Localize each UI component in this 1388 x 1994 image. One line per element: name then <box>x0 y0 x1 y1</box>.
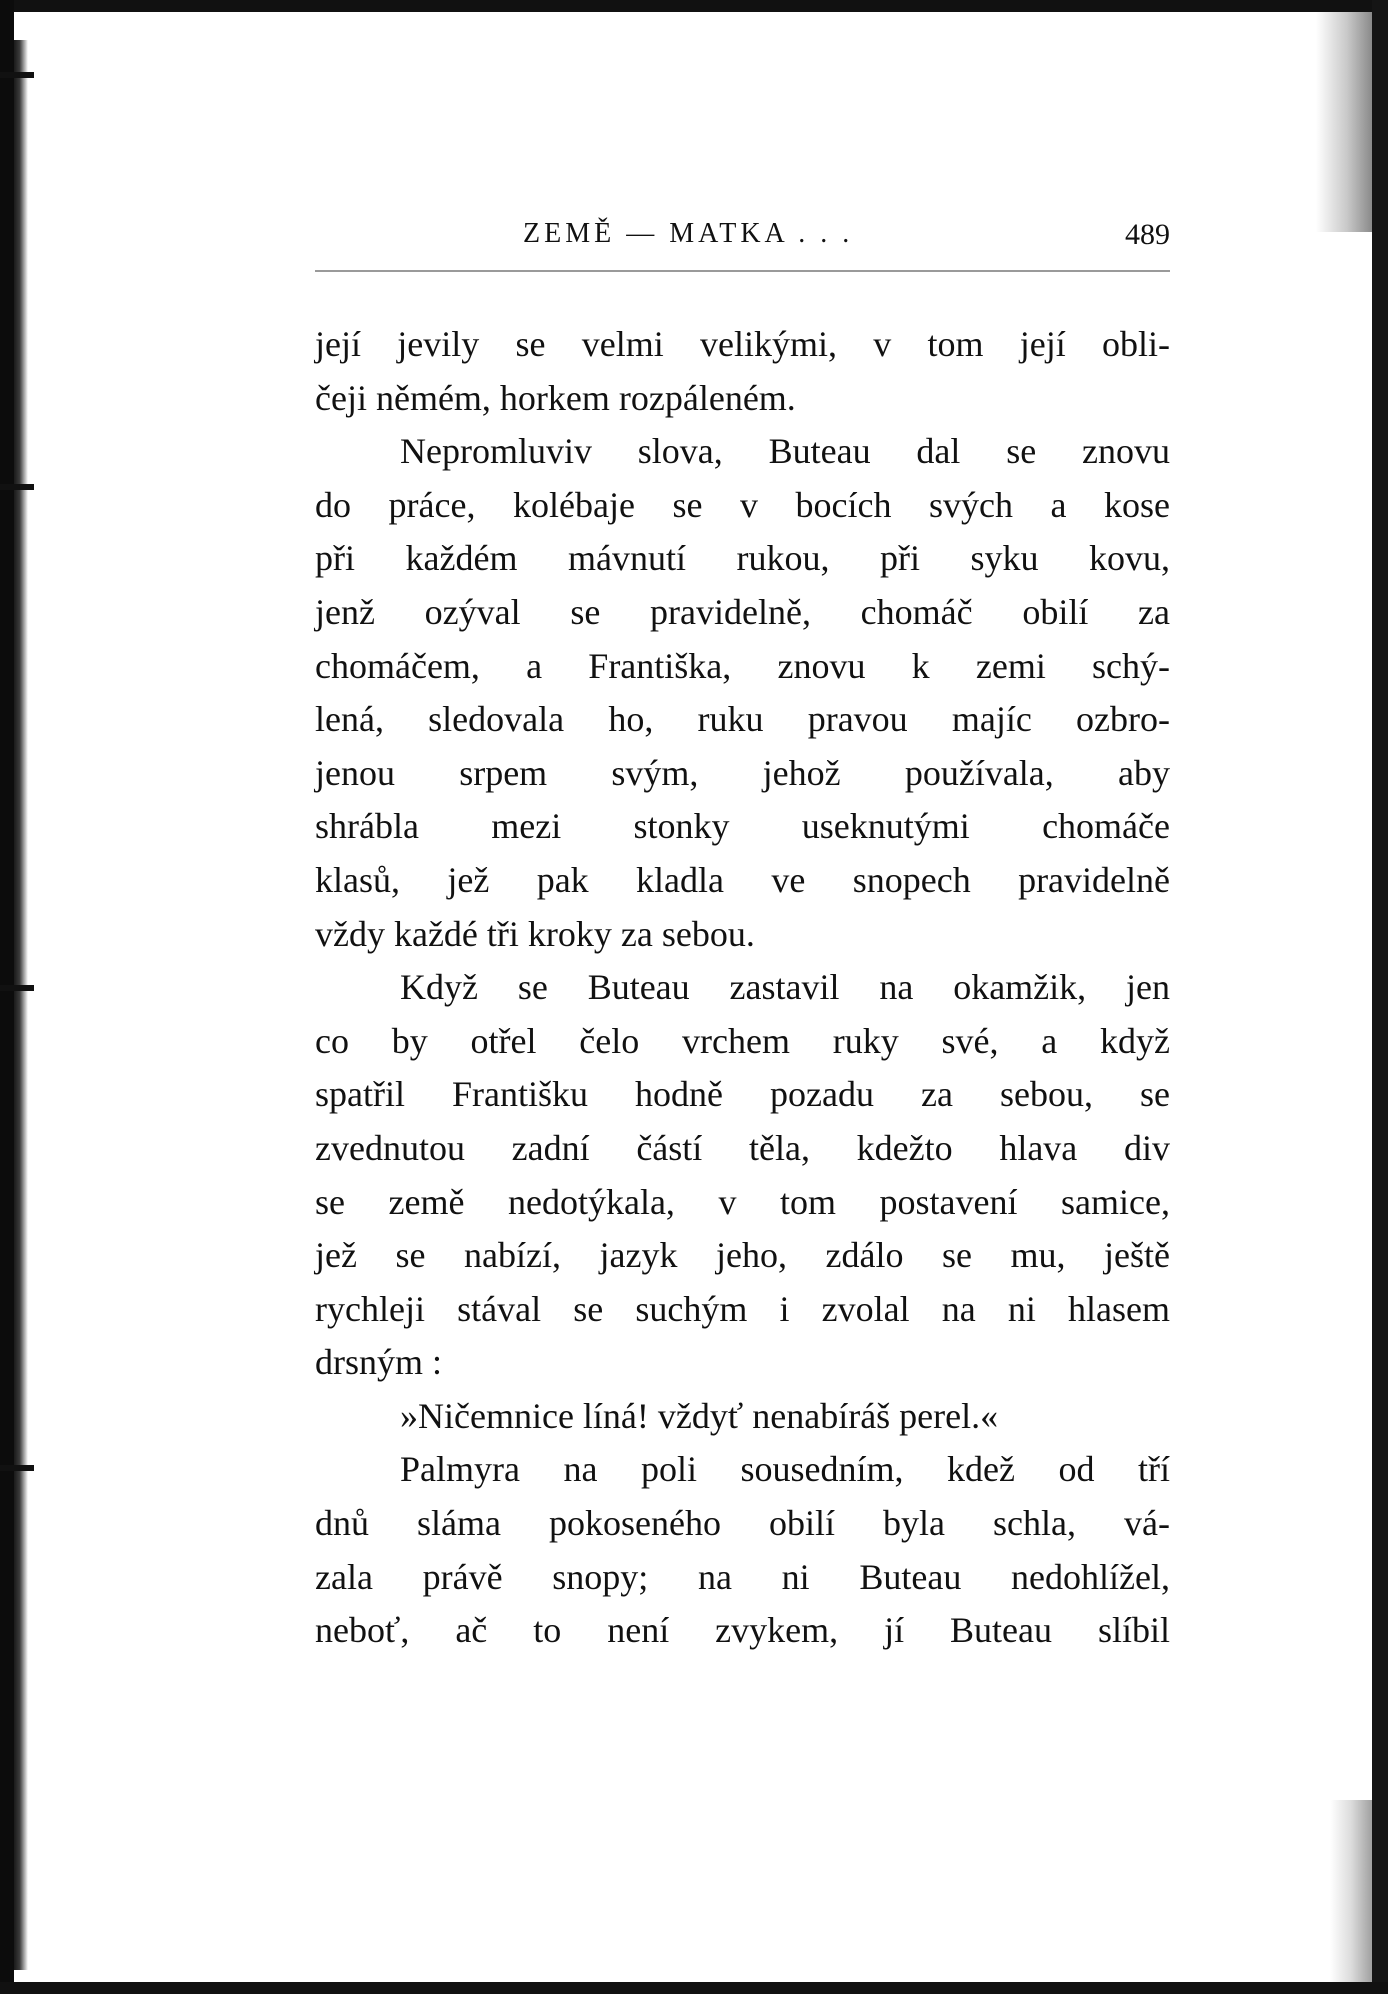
binding-mark <box>0 985 34 991</box>
scan-border-right <box>1372 0 1388 1994</box>
running-header <box>315 218 1170 258</box>
scan-border-left <box>0 0 14 1994</box>
text-line: »Ničemnice líná! vždyť nenabíráš perel.« <box>400 1395 999 1436</box>
text-line: jež se nabízí, jazyk jeho, zdálo se mu, ještě <box>315 1235 1170 1276</box>
text-line: neboť, ač to není zvykem, jí Buteau slíbil <box>315 1610 1170 1651</box>
page-number: 489 <box>1125 218 1170 251</box>
text-line: Nepromluviv slova, Buteau dal se znovu <box>400 431 1170 472</box>
text-line: lená, sledovala ho, ruku pravou majíc ozbro- <box>315 699 1170 740</box>
text-line: Když se Buteau zastavil na okamžik, jen <box>400 967 1170 1008</box>
binding-mark <box>0 1465 34 1471</box>
text-line: klasů, jež pak kladla ve snopech pravidelně <box>315 859 1170 900</box>
text-line: do práce, kolébaje se v bocích svých a kose <box>315 484 1170 525</box>
header-title: ZEMĚ — MATKA . . . <box>523 218 854 249</box>
text-line: chomáčem, a Františka, znovu k zemi schý- <box>315 645 1170 686</box>
text-line: spatřil Františku hodně pozadu za sebou, se <box>315 1074 1170 1115</box>
scan-border-bottom <box>0 1982 1388 1994</box>
scan-border-top <box>0 0 1388 12</box>
page-edge-shadow-top <box>1316 12 1372 232</box>
binding-mark <box>0 484 34 490</box>
text-line: při každém mávnutí rukou, při syku kovu, <box>315 538 1170 579</box>
header-rule <box>315 270 1170 272</box>
text-line: co by otřel čelo vrchem ruky své, a když <box>315 1020 1170 1061</box>
text-line: rychleji stával se suchým i zvolal na ni hlasem <box>315 1288 1170 1329</box>
text-line: dnů sláma pokoseného obilí byla schla, vá- <box>315 1503 1170 1544</box>
binding-mark <box>0 72 34 78</box>
text-line: zala právě snopy; na ni Buteau nedohlížel, <box>315 1556 1170 1597</box>
text-line: jenou srpem svým, jehož používala, aby <box>315 752 1170 793</box>
text-line: drsným : <box>315 1342 443 1383</box>
text-line: čeji němém, horkem rozpáleném. <box>315 377 796 418</box>
text-line: zvednutou zadní částí těla, kdežto hlava div <box>315 1127 1170 1168</box>
text-line: Palmyra na poli sousedním, kdež od tří <box>400 1449 1170 1490</box>
text-line: se země nedotýkala, v tom postavení samice, <box>315 1181 1170 1222</box>
text-line: shrábla mezi stonky useknutými chomáče <box>315 806 1170 847</box>
text-line: její jevily se velmi velikými, v tom její obli- <box>315 324 1170 364</box>
page-edge-shadow-bottom <box>1330 1800 1372 1982</box>
binding-shadow <box>14 40 28 1970</box>
body-text <box>315 318 1170 1658</box>
text-line: jenž ozýval se pravidelně, chomáč obilí za <box>315 591 1170 632</box>
text-line: vždy každé tři kroky za sebou. <box>315 913 755 954</box>
